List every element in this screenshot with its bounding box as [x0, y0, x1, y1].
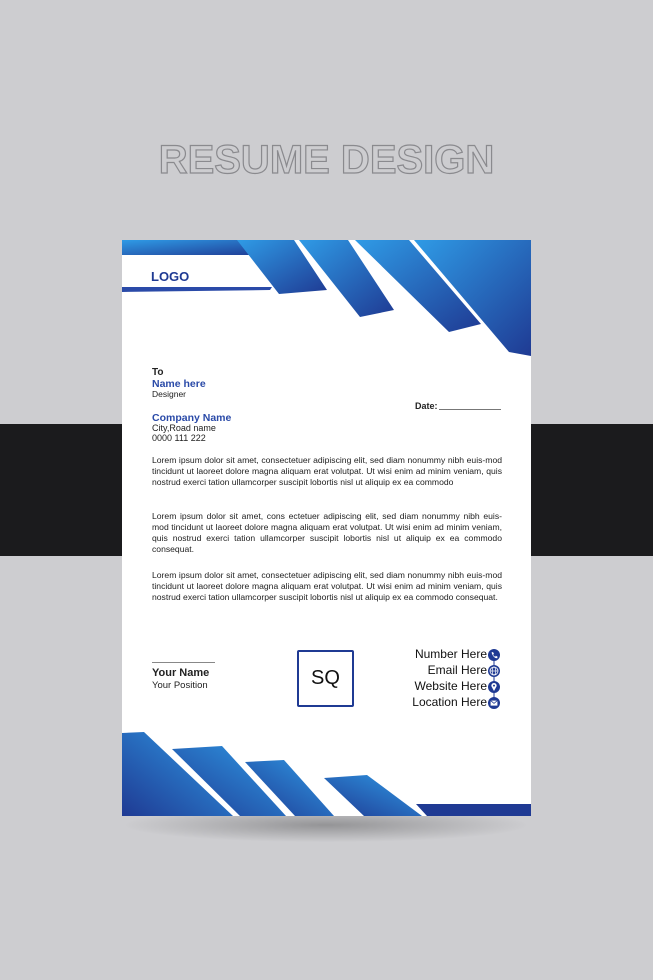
recipient-role: Designer [152, 389, 187, 399]
body-paragraph-3: Lorem ipsum dolor sit amet, consectetuer adipiscing elit, sed diam nonummy nibh euis-mod tincidunt ut laoreet dolore magna aliquam erat volutpat. Ut wisi enim ad minim veniam, quis nostrud exerci tation ullamcorper suscipit lobortis nisl ut aliquip ex ea commodo consequat. [152, 570, 502, 602]
contact-website: Website Here [414, 679, 487, 693]
company-name: Company Name [152, 412, 232, 424]
monogram-box [297, 650, 354, 707]
recipient-name: Name here [152, 378, 206, 390]
recipient-to-label: To [152, 367, 164, 378]
logo-underline [122, 287, 272, 292]
company-logo: LOGO [151, 269, 190, 284]
signer-name: Your Name [152, 667, 210, 679]
date-line [439, 409, 501, 410]
bottom-corner-bar [416, 804, 531, 816]
company-address: City,Road name [152, 423, 216, 433]
globe-icon [488, 665, 500, 677]
body-paragraph-1: Lorem ipsum dolor sit amet, consectetuer adipiscing elit, sed diam nonummy nibh euis-mod tincidunt ut laoreet dolore magna aliquam erat volutpat. Ut wisi enim ad minim veniam, quis nostrud exerci tation ullamcorper suscipit lobortis nisl ut aliquip ex ea commodo [152, 455, 502, 487]
contact-email: Email Here [427, 663, 487, 677]
signature-line [152, 662, 215, 663]
contact-icons [487, 647, 501, 711]
date-label: Date: [415, 401, 438, 411]
bottom-slant-bar-4 [324, 775, 422, 816]
body-paragraph-2: Lorem ipsum dolor sit amet, cons ectetuer adipiscing elit, sed diam nonummy nibh euis-mod tincidunt ut laoreet dolore magna aliquam erat volutpat. Ut wisi enim ad minim veniam, quis nostrud exerci tation ullamcorper suscipit lobortis nisl ut aliquip ex ea commodo consequat. [152, 511, 502, 554]
page-headline: RESUME DESIGN [158, 138, 495, 182]
contact-number: Number Here [414, 647, 487, 661]
company-phone: 0000 111 222 [152, 433, 206, 443]
monogram: SQ [311, 667, 340, 689]
signer-position: Your Position [152, 680, 208, 691]
phone-icon [488, 649, 500, 661]
contact-location: Location Here [412, 695, 487, 709]
letterhead-page [122, 240, 531, 816]
location-pin-icon [488, 681, 500, 693]
mail-icon [488, 697, 500, 709]
